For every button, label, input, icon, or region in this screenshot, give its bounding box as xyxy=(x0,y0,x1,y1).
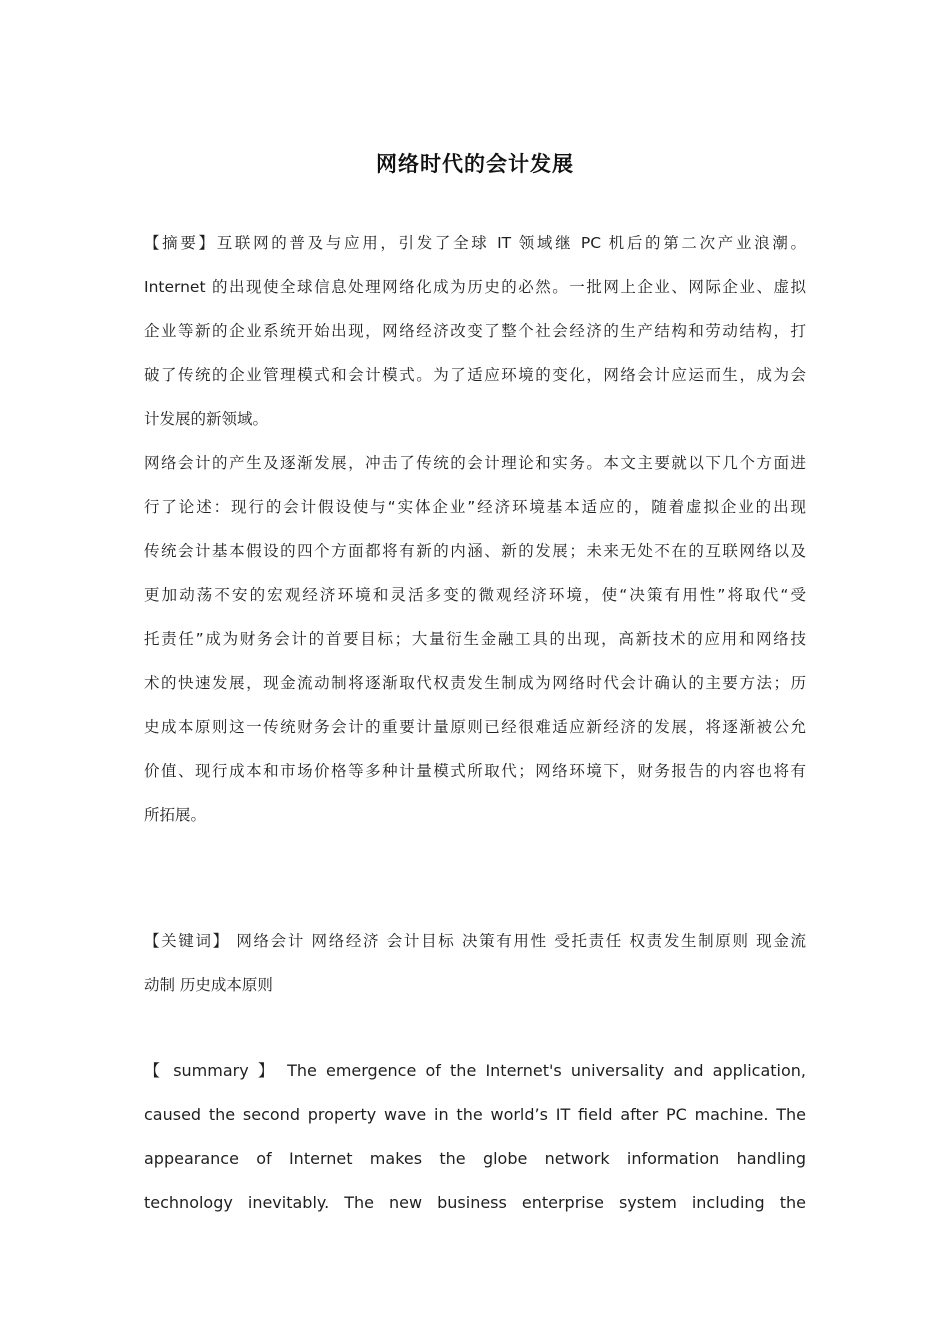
abstract-line: 史成本原则这一传统财务会计的重要计量原则已经很难适应新经济的发展，将逐渐被公允 xyxy=(144,718,806,736)
abstract-line: 托责任”成为财务会计的首要目标；大量衍生金融工具的出现，高新技术的应用和网络技 xyxy=(144,630,806,648)
document-title: 网络时代的会计发展 xyxy=(376,151,574,176)
abstract-line: 破了传统的企业管理模式和会计模式。为了适应环境的变化，网络会计应运而生，成为会 xyxy=(144,366,806,384)
abstract-line: Internet 的出现使全球信息处理网络化成为历史的必然。一批网上企业、网际企业、虚拟 xyxy=(144,278,806,296)
keywords-line: 【关键词】 网络会计 网络经济 会计目标 决策有用性 受托责任 权责发生制原则 现金流 xyxy=(144,932,806,950)
abstract-line: 计发展的新领域。 xyxy=(144,410,269,428)
abstract-line: 传统会计基本假设的四个方面都将有新的内涵、新的发展；未来无处不在的互联网络以及 xyxy=(144,542,806,560)
abstract-line: 【摘要】互联网的普及与应用，引发了全球 IT 领域继 PC 机后的第二次产业浪潮。 xyxy=(144,234,806,252)
abstract-line: 行了论述：现行的会计假设使与“实体企业”经济环境基本适应的，随着虚拟企业的出现 xyxy=(144,498,806,516)
abstract-line: 网络会计的产生及逐渐发展，冲击了传统的会计理论和实务。本文主要就以下几个方面进 xyxy=(144,454,806,472)
abstract-line: 更加动荡不安的宏观经济环境和灵活多变的微观经济环境，使“决策有用性”将取代“受 xyxy=(144,586,806,604)
summary-line: appearance of Internet makes the globe network information handling xyxy=(144,1149,806,1168)
abstract-line: 术的快速发展，现金流动制将逐渐取代权责发生制成为网络时代会计确认的主要方法；历 xyxy=(144,674,806,692)
summary-line: 【 summary 】 The emergence of the Internet's universality and application, xyxy=(144,1061,806,1080)
summary-line: caused the second property wave in the world’s IT field after PC machine. The xyxy=(144,1105,806,1124)
abstract-line: 企业等新的企业系统开始出现，网络经济改变了整个社会经济的生产结构和劳动结构，打 xyxy=(144,322,806,340)
abstract-paragraph-2 xyxy=(144,448,806,844)
summary-paragraph xyxy=(144,1056,806,1232)
abstract-line: 所拓展。 xyxy=(144,806,207,824)
keywords-line: 动制 历史成本原则 xyxy=(144,976,273,994)
abstract-paragraph xyxy=(144,228,806,448)
summary-line: technology inevitably. The new business enterprise system including the xyxy=(144,1193,806,1212)
abstract-line: 价值、现行成本和市场价格等多种计量模式所取代；网络环境下，财务报告的内容也将有 xyxy=(144,762,806,780)
keywords-paragraph xyxy=(144,926,806,1014)
